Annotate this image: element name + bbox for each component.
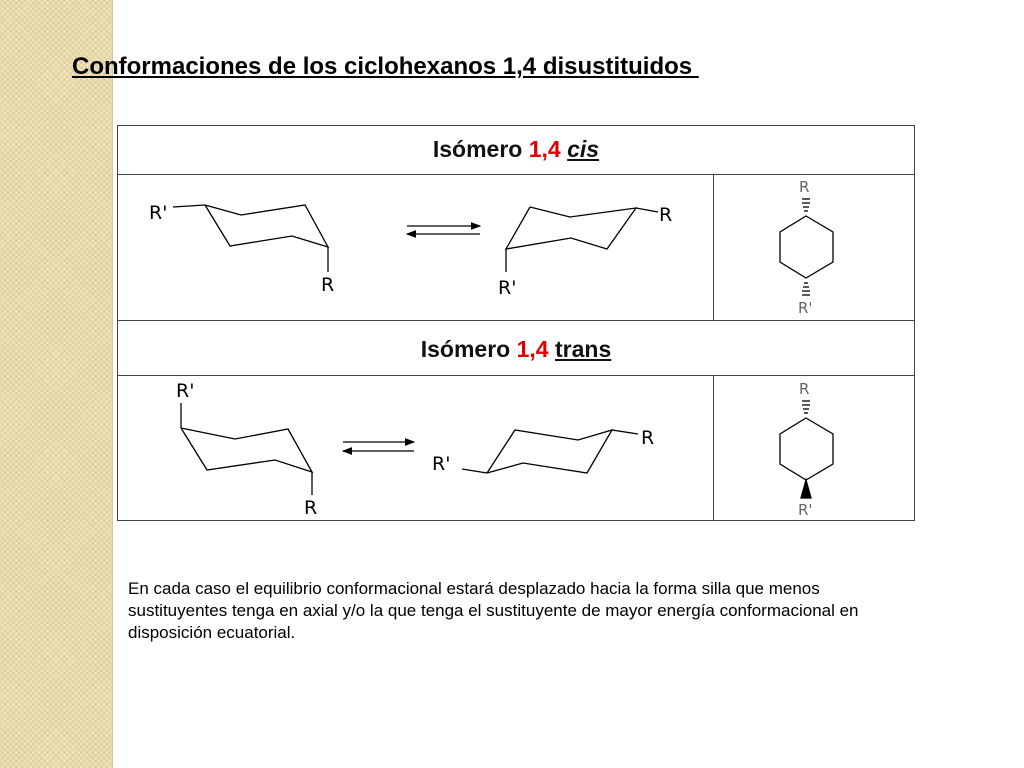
cis-equilibrium-arrows bbox=[407, 226, 480, 234]
trans-hexagon-bottom-label: R' bbox=[798, 501, 813, 519]
trans-right-sub-rprime: R' bbox=[432, 453, 451, 475]
cis-right-chair bbox=[498, 204, 672, 299]
trans-left-sub-rprime: R' bbox=[176, 380, 195, 402]
explanation-paragraph: En cada caso el equilibrio conformacional estará desplazado hacia la forma silla que menos sustituyentes tenga en axial y/o la que tenga el sustituyente de mayor energía conformacional en disposición ecuatorial. bbox=[128, 579, 859, 642]
trans-hexagon-top-label: R bbox=[799, 380, 810, 398]
cis-hexagon-bottom-label: R' bbox=[798, 299, 813, 317]
cis-header-kind: cis bbox=[567, 136, 600, 162]
cis-header-number: 1,4 bbox=[528, 136, 561, 162]
trans-right-sub-r: R bbox=[641, 427, 655, 449]
cis-left-chair bbox=[149, 202, 334, 296]
cis-hexagon-structure bbox=[780, 178, 833, 317]
cis-right-sub-r: R bbox=[659, 204, 673, 226]
trans-left-chair bbox=[176, 380, 317, 519]
cis-header-prefix: Isómero bbox=[432, 136, 529, 162]
trans-header-kind: trans bbox=[555, 336, 612, 362]
cis-left-sub-rprime: R' bbox=[149, 202, 168, 224]
trans-header-number: 1,4 bbox=[516, 336, 549, 362]
trans-header-prefix: Isómero bbox=[420, 336, 517, 362]
trans-equilibrium-arrows bbox=[343, 442, 414, 451]
cis-right-sub-rprime: R' bbox=[498, 277, 517, 299]
cis-left-sub-r: R bbox=[321, 274, 335, 296]
trans-right-chair bbox=[432, 427, 654, 475]
page-title: Conformaciones de los ciclohexanos 1,4 disustituidos bbox=[72, 53, 699, 80]
trans-left-sub-r: R bbox=[304, 497, 318, 519]
cis-hexagon-top-label: R bbox=[799, 178, 810, 196]
trans-hexagon-structure bbox=[780, 380, 833, 519]
